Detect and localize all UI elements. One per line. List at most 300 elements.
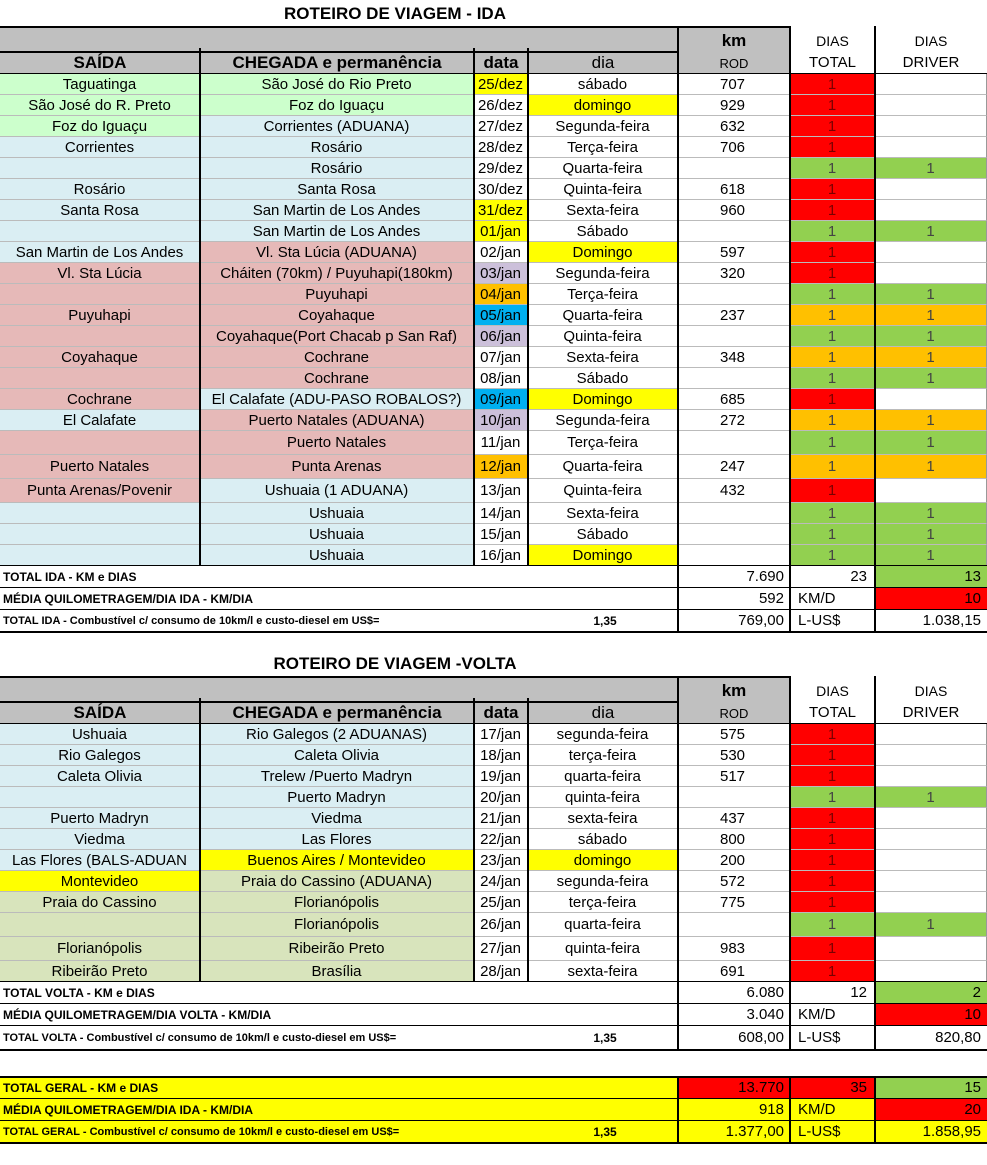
grid-line — [677, 676, 679, 724]
km-cell: 618 — [678, 179, 790, 200]
total-driver: 1.858,95 — [875, 1121, 987, 1143]
weekday-cell: Segunda-feira — [528, 410, 678, 431]
total-days: KM/D — [790, 1099, 875, 1121]
days-driver-cell — [875, 829, 987, 850]
total-km: 918 — [678, 1099, 790, 1121]
total-label: TOTAL GERAL - Combustível c/ consumo de 10km/l e custo-diesel em US$= — [0, 1121, 678, 1143]
days-driver-cell: 1 — [875, 158, 987, 179]
days-total-cell: 1 — [790, 871, 875, 892]
chegada-cell: Las Flores — [200, 829, 474, 850]
saida-cell: São José do R. Preto — [0, 95, 200, 116]
chegada-cell: São José do Rio Preto — [200, 74, 474, 95]
days-total-cell: 1 — [790, 766, 875, 787]
days-total-cell: 1 — [790, 263, 875, 284]
date-cell: 26/dez — [474, 95, 528, 116]
saida-cell: Taguatinga — [0, 74, 200, 95]
date-cell: 09/jan — [474, 389, 528, 410]
grid-line — [874, 982, 876, 1004]
chegada-cell: Viedma — [200, 808, 474, 829]
grid-line — [677, 1004, 679, 1026]
saida-cell — [0, 787, 200, 808]
days-driver-cell — [875, 961, 987, 982]
header-dia: dia — [591, 53, 615, 72]
days-driver-cell: 1 — [875, 410, 987, 431]
grid-line — [789, 26, 791, 74]
days-driver-cell: 1 — [875, 431, 987, 455]
weekday-cell: Sábado — [528, 368, 678, 389]
grid-line — [874, 1004, 876, 1026]
days-total-cell: 1 — [790, 545, 875, 566]
fuel-price: 1,35 — [593, 614, 617, 628]
chegada-cell: Cháiten (70km) / Puyuhapi(180km) — [200, 263, 474, 284]
days-total-cell: 1 — [790, 431, 875, 455]
grid-line — [677, 982, 679, 1004]
weekday-cell: quarta-feira — [528, 913, 678, 937]
grid-line — [874, 588, 876, 610]
saida-cell: San Martin de Los Andes — [0, 242, 200, 263]
days-total-cell: 1 — [790, 892, 875, 913]
km-cell: 632 — [678, 116, 790, 137]
chegada-cell: Florianópolis — [200, 913, 474, 937]
km-cell — [678, 284, 790, 305]
saida-cell: Montevideo — [0, 871, 200, 892]
days-driver-cell — [875, 116, 987, 137]
km-cell: 707 — [678, 74, 790, 95]
date-cell: 22/jan — [474, 829, 528, 850]
grid-line — [789, 676, 791, 724]
total-km: 13.770 — [678, 1077, 790, 1099]
grid-line — [789, 74, 791, 566]
chegada-cell: Rio Galegos (2 ADUANAS) — [200, 724, 474, 745]
chegada-cell: Coyahaque(Port Chacab p San Raf) — [200, 326, 474, 347]
header-driver: DRIVER — [875, 52, 987, 74]
date-cell: 28/dez — [474, 137, 528, 158]
fuel-price: 1,35 — [593, 1031, 617, 1045]
chegada-cell: Ushuaia — [200, 545, 474, 566]
days-driver-cell — [875, 871, 987, 892]
days-total-cell: 1 — [790, 137, 875, 158]
days-driver-cell: 1 — [875, 503, 987, 524]
grid-line — [789, 1026, 791, 1050]
grid-line — [677, 26, 679, 74]
km-cell: 575 — [678, 724, 790, 745]
total-days: 12 — [790, 982, 875, 1004]
saida-cell: Puerto Madryn — [0, 808, 200, 829]
km-cell: 517 — [678, 766, 790, 787]
grid-line — [874, 610, 876, 632]
days-total-cell: 1 — [790, 829, 875, 850]
grid-line — [677, 1121, 679, 1143]
chegada-cell: Caleta Olivia — [200, 745, 474, 766]
date-cell: 03/jan — [474, 263, 528, 284]
weekday-cell: Sexta-feira — [528, 200, 678, 221]
total-days: 35 — [790, 1077, 875, 1099]
km-cell — [678, 913, 790, 937]
header-dias-driver: DIAS — [875, 680, 987, 702]
total-driver: 1.038,15 — [875, 610, 987, 632]
date-cell: 06/jan — [474, 326, 528, 347]
chegada-cell: San Martin de Los Andes — [200, 200, 474, 221]
date-cell: 25/jan — [474, 892, 528, 913]
chegada-cell: Florianópolis — [200, 892, 474, 913]
days-total-cell: 1 — [790, 242, 875, 263]
saida-cell: Ribeirão Preto — [0, 961, 200, 982]
weekday-cell: Sexta-feira — [528, 347, 678, 368]
days-total-cell: 1 — [790, 95, 875, 116]
date-cell: 25/dez — [474, 74, 528, 95]
saida-cell: Santa Rosa — [0, 200, 200, 221]
saida-cell: Viedma — [0, 829, 200, 850]
total-days: 23 — [790, 566, 875, 588]
header-total: TOTAL — [790, 52, 875, 74]
days-driver-cell — [875, 850, 987, 871]
days-driver-cell: 1 — [875, 284, 987, 305]
saida-cell: Coyahaque — [0, 347, 200, 368]
weekday-cell: domingo — [528, 95, 678, 116]
km-cell — [678, 221, 790, 242]
weekday-cell: Segunda-feira — [528, 263, 678, 284]
total-driver: 820,80 — [875, 1026, 987, 1050]
date-cell: 05/jan — [474, 305, 528, 326]
fuel-price — [560, 1099, 650, 1121]
date-cell: 07/jan — [474, 347, 528, 368]
date-cell: 31/dez — [474, 200, 528, 221]
chegada-cell: Ushuaia (1 ADUANA) — [200, 479, 474, 503]
total-km: 7.690 — [678, 566, 790, 588]
days-driver-cell — [875, 137, 987, 158]
weekday-cell: Domingo — [528, 242, 678, 263]
date-cell: 08/jan — [474, 368, 528, 389]
saida-cell: Ushuaia — [0, 724, 200, 745]
days-driver-cell — [875, 95, 987, 116]
days-total-cell: 1 — [790, 937, 875, 961]
days-total-cell: 1 — [790, 389, 875, 410]
chegada-cell: Coyahaque — [200, 305, 474, 326]
grid-line — [677, 1099, 679, 1121]
grid-line — [0, 1049, 987, 1051]
total-label: TOTAL IDA - KM e DIAS — [0, 566, 678, 588]
days-total-cell: 1 — [790, 724, 875, 745]
km-cell: 320 — [678, 263, 790, 284]
weekday-cell: segunda-feira — [528, 871, 678, 892]
grid-line — [874, 676, 876, 724]
days-driver-cell — [875, 892, 987, 913]
header-dias-total: DIAS — [790, 30, 875, 52]
date-cell: 04/jan — [474, 284, 528, 305]
saida-cell: Caleta Olivia — [0, 766, 200, 787]
weekday-cell: Quarta-feira — [528, 305, 678, 326]
weekday-cell: segunda-feira — [528, 724, 678, 745]
km-cell: 597 — [678, 242, 790, 263]
header-saida: SAÍDA — [73, 703, 127, 722]
date-cell: 27/dez — [474, 116, 528, 137]
days-total-cell: 1 — [790, 913, 875, 937]
saida-cell — [0, 503, 200, 524]
km-cell: 706 — [678, 137, 790, 158]
total-label: MÉDIA QUILOMETRAGEM/DIA IDA - KM/DIA — [0, 588, 678, 610]
weekday-cell: Quinta-feira — [528, 479, 678, 503]
saida-cell: Corrientes — [0, 137, 200, 158]
km-cell — [678, 545, 790, 566]
km-cell — [678, 368, 790, 389]
days-driver-cell: 1 — [875, 787, 987, 808]
chegada-cell: Vl. Sta Lúcia (ADUANA) — [200, 242, 474, 263]
km-cell: 530 — [678, 745, 790, 766]
saida-cell — [0, 913, 200, 937]
days-driver-cell: 1 — [875, 368, 987, 389]
total-driver: 20 — [875, 1099, 987, 1121]
chegada-cell: Santa Rosa — [200, 179, 474, 200]
chegada-cell: Cochrane — [200, 347, 474, 368]
weekday-cell: terça-feira — [528, 892, 678, 913]
days-total-cell: 1 — [790, 305, 875, 326]
total-days: KM/D — [790, 1004, 875, 1026]
km-cell: 432 — [678, 479, 790, 503]
total-km: 608,00 — [678, 1026, 790, 1050]
days-driver-cell — [875, 937, 987, 961]
date-cell: 27/jan — [474, 937, 528, 961]
chegada-cell: Punta Arenas — [200, 455, 474, 479]
weekday-cell: Sábado — [528, 524, 678, 545]
days-driver-cell — [875, 745, 987, 766]
days-driver-cell — [875, 242, 987, 263]
total-km: 1.377,00 — [678, 1121, 790, 1143]
days-driver-cell — [875, 724, 987, 745]
weekday-cell: Domingo — [528, 389, 678, 410]
grid-line — [199, 724, 201, 982]
days-total-cell: 1 — [790, 808, 875, 829]
saida-cell: Las Flores (BALS-ADUAN — [0, 850, 200, 871]
grid-line — [527, 74, 529, 566]
header-chegada: CHEGADA e permanência — [232, 53, 442, 72]
header-km: km — [721, 681, 747, 700]
weekday-cell: sábado — [528, 829, 678, 850]
saida-cell: Vl. Sta Lúcia — [0, 263, 200, 284]
grid-line — [199, 74, 201, 566]
date-cell: 16/jan — [474, 545, 528, 566]
grid-line — [677, 1026, 679, 1050]
days-total-cell: 1 — [790, 326, 875, 347]
grid-line — [789, 610, 791, 632]
days-driver-cell — [875, 389, 987, 410]
weekday-cell: Terça-feira — [528, 431, 678, 455]
saida-cell: Florianópolis — [0, 937, 200, 961]
grid-line — [874, 74, 876, 566]
weekday-cell: Quarta-feira — [528, 158, 678, 179]
date-cell: 17/jan — [474, 724, 528, 745]
header-data: data — [483, 53, 519, 72]
total-driver: 10 — [875, 588, 987, 610]
total-days: L-US$ — [790, 1026, 875, 1050]
section-title: ROTEIRO DE VIAGEM - IDA — [284, 4, 506, 23]
total-driver: 13 — [875, 566, 987, 588]
days-total-cell: 1 — [790, 787, 875, 808]
grid-line — [789, 566, 791, 588]
total-driver: 15 — [875, 1077, 987, 1099]
header-dias-driver: DIAS — [875, 30, 987, 52]
chegada-cell: San Martin de Los Andes — [200, 221, 474, 242]
km-cell: 272 — [678, 410, 790, 431]
header-total: TOTAL — [790, 702, 875, 724]
date-cell: 01/jan — [474, 221, 528, 242]
grid-line — [677, 588, 679, 610]
total-label: TOTAL VOLTA - KM e DIAS — [0, 982, 678, 1004]
days-total-cell: 1 — [790, 158, 875, 179]
saida-cell — [0, 326, 200, 347]
chegada-cell: Praia do Cassino (ADUANA) — [200, 871, 474, 892]
saida-cell — [0, 545, 200, 566]
header-spacer — [790, 676, 987, 680]
km-cell — [678, 524, 790, 545]
date-cell: 19/jan — [474, 766, 528, 787]
grid-line — [874, 26, 876, 74]
grid-line — [677, 610, 679, 632]
days-total-cell: 1 — [790, 116, 875, 137]
saida-cell: El Calafate — [0, 410, 200, 431]
date-cell: 12/jan — [474, 455, 528, 479]
date-cell: 13/jan — [474, 479, 528, 503]
date-cell: 29/dez — [474, 158, 528, 179]
saida-cell — [0, 158, 200, 179]
chegada-cell: Corrientes (ADUANA) — [200, 116, 474, 137]
km-cell: 237 — [678, 305, 790, 326]
days-driver-cell — [875, 263, 987, 284]
chegada-cell: Foz do Iguaçu — [200, 95, 474, 116]
km-cell: 572 — [678, 871, 790, 892]
weekday-cell: quinta-feira — [528, 937, 678, 961]
weekday-cell: Quarta-feira — [528, 455, 678, 479]
chegada-cell: Puyuhapi — [200, 284, 474, 305]
saida-cell — [0, 284, 200, 305]
days-driver-cell: 1 — [875, 305, 987, 326]
total-km: 769,00 — [678, 610, 790, 632]
grid-line — [789, 1077, 791, 1099]
header-saida: SAÍDA — [73, 53, 127, 72]
date-cell: 26/jan — [474, 913, 528, 937]
header-driver: DRIVER — [875, 702, 987, 724]
saida-cell: Puyuhapi — [0, 305, 200, 326]
days-driver-cell: 1 — [875, 221, 987, 242]
total-label: MÉDIA QUILOMETRAGEM/DIA VOLTA - KM/DIA — [0, 1004, 678, 1026]
days-total-cell: 1 — [790, 410, 875, 431]
km-cell: 685 — [678, 389, 790, 410]
grid-line — [789, 1004, 791, 1026]
days-driver-cell: 1 — [875, 545, 987, 566]
chegada-cell: Puerto Natales — [200, 431, 474, 455]
grid-line — [0, 1076, 987, 1078]
chegada-cell: Ribeirão Preto — [200, 937, 474, 961]
weekday-cell: sábado — [528, 74, 678, 95]
grid-line — [0, 631, 987, 633]
chegada-cell: Brasília — [200, 961, 474, 982]
km-cell — [678, 326, 790, 347]
weekday-cell: terça-feira — [528, 745, 678, 766]
km-cell: 800 — [678, 829, 790, 850]
days-driver-cell — [875, 479, 987, 503]
grid-line — [677, 74, 679, 566]
grid-line — [789, 982, 791, 1004]
grid-line — [789, 588, 791, 610]
grid-line — [874, 724, 876, 982]
fuel-price — [560, 588, 650, 610]
days-total-cell: 1 — [790, 179, 875, 200]
weekday-cell: sexta-feira — [528, 808, 678, 829]
days-driver-cell — [875, 200, 987, 221]
grid-line — [473, 724, 475, 982]
date-cell: 30/dez — [474, 179, 528, 200]
saida-cell — [0, 368, 200, 389]
chegada-cell: Cochrane — [200, 368, 474, 389]
header-spacer — [790, 26, 987, 30]
days-total-cell: 1 — [790, 221, 875, 242]
km-cell: 247 — [678, 455, 790, 479]
saida-cell: Rosário — [0, 179, 200, 200]
fuel-price — [560, 566, 650, 588]
grid-line — [789, 1099, 791, 1121]
saida-cell — [0, 524, 200, 545]
days-total-cell: 1 — [790, 74, 875, 95]
days-total-cell: 1 — [790, 961, 875, 982]
days-driver-cell — [875, 766, 987, 787]
total-label: TOTAL GERAL - KM e DIAS — [0, 1077, 678, 1099]
header-rod: ROD — [719, 706, 749, 721]
weekday-cell: sexta-feira — [528, 961, 678, 982]
total-label: TOTAL IDA - Combustível c/ consumo de 10km/l e custo-diesel em US$= — [0, 610, 678, 632]
weekday-cell: Sábado — [528, 221, 678, 242]
grid-line — [0, 1142, 987, 1144]
header-dia: dia — [591, 703, 615, 722]
days-total-cell: 1 — [790, 284, 875, 305]
date-cell: 24/jan — [474, 871, 528, 892]
days-total-cell: 1 — [790, 455, 875, 479]
chegada-cell: Puerto Madryn — [200, 787, 474, 808]
grid-line — [0, 701, 678, 703]
grid-line — [527, 724, 529, 982]
saida-cell: Punta Arenas/Povenir — [0, 479, 200, 503]
chegada-cell: Rosário — [200, 137, 474, 158]
km-cell: 691 — [678, 961, 790, 982]
chegada-cell: Trelew /Puerto Madryn — [200, 766, 474, 787]
total-days: KM/D — [790, 588, 875, 610]
chegada-cell: Buenos Aires / Montevideo — [200, 850, 474, 871]
km-cell: 960 — [678, 200, 790, 221]
days-total-cell: 1 — [790, 200, 875, 221]
days-total-cell: 1 — [790, 368, 875, 389]
date-cell: 02/jan — [474, 242, 528, 263]
saida-cell: Rio Galegos — [0, 745, 200, 766]
grid-line — [789, 724, 791, 982]
date-cell: 18/jan — [474, 745, 528, 766]
weekday-cell: domingo — [528, 850, 678, 871]
saida-cell: Foz do Iguaçu — [0, 116, 200, 137]
days-driver-cell: 1 — [875, 326, 987, 347]
km-cell — [678, 503, 790, 524]
header-km: km — [721, 31, 747, 50]
date-cell: 23/jan — [474, 850, 528, 871]
total-label: TOTAL VOLTA - Combustível c/ consumo de 10km/l e custo-diesel em US$= — [0, 1026, 678, 1050]
saida-cell: Praia do Cassino — [0, 892, 200, 913]
grid-line — [874, 566, 876, 588]
date-cell: 21/jan — [474, 808, 528, 829]
grid-line — [0, 51, 678, 53]
days-total-cell: 1 — [790, 850, 875, 871]
header-data: data — [483, 703, 519, 722]
grid-line — [677, 1077, 679, 1099]
days-driver-cell — [875, 74, 987, 95]
weekday-cell: Terça-feira — [528, 137, 678, 158]
date-cell: 20/jan — [474, 787, 528, 808]
saida-cell: Cochrane — [0, 389, 200, 410]
